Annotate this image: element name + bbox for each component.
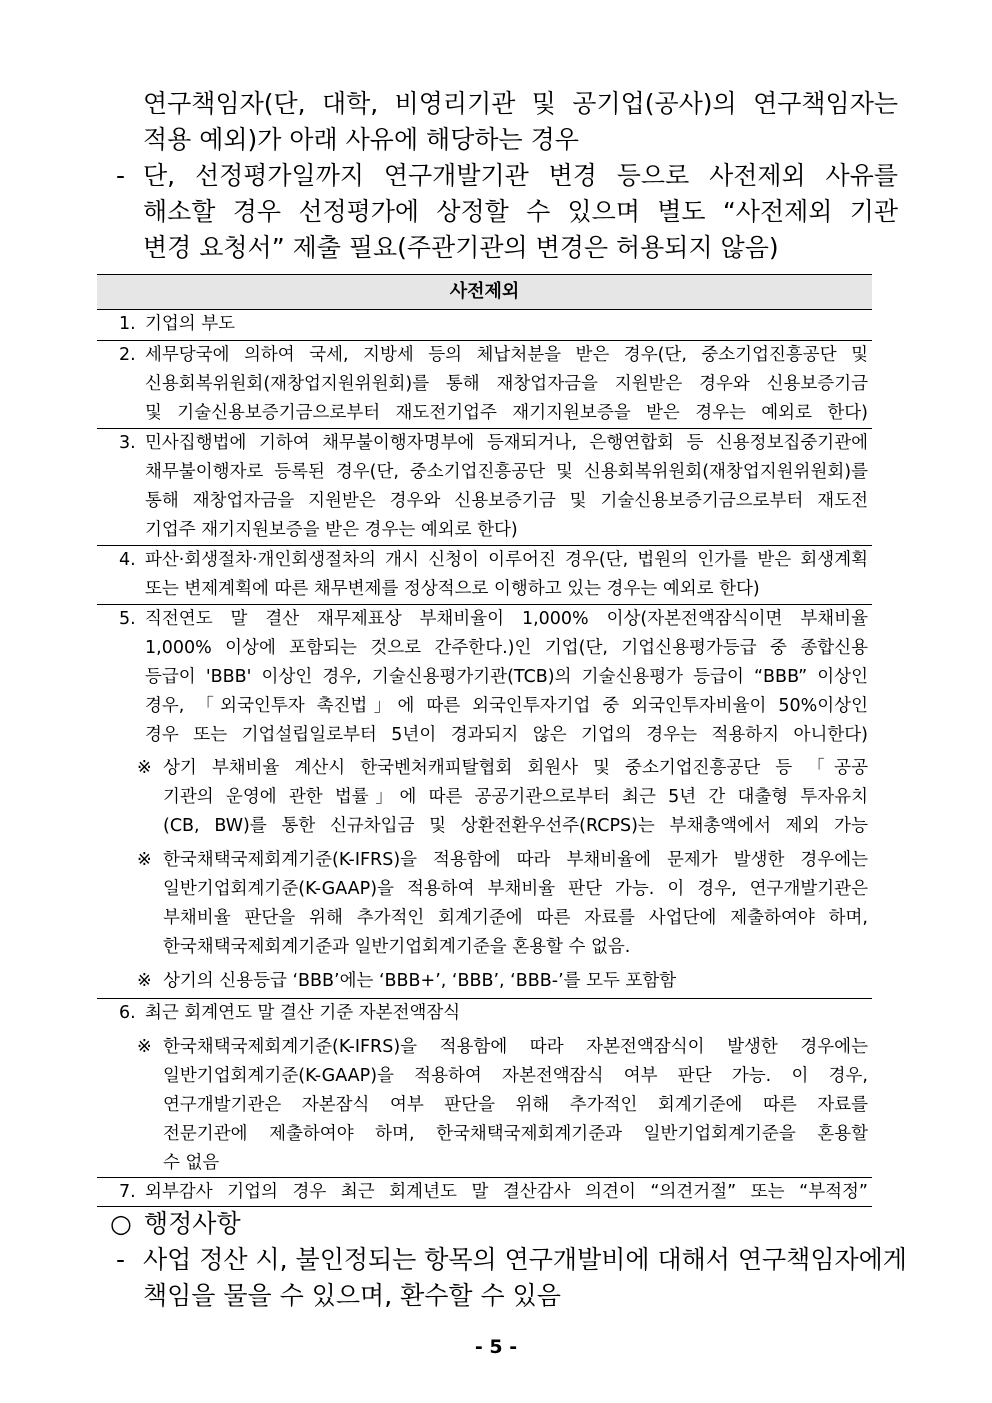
- row-text: 경우 또는 기업설립일로부터 5년이 경과되지 않은 기업의 경우는 적용하지 아니한다): [145, 725, 868, 745]
- row-text: 파산·회생절차·개인회생절차의 개시 신청이 이루어진 경우(단, 법원의 인가를 받은 회생계획: [145, 550, 868, 570]
- exception-line: 해소할 경우 선정평가에 상정할 수 있으며 별도 “사전제외 기관: [143, 197, 898, 226]
- admin-line: 사업 정산 시, 불인정되는 항목의 연구개발비에 대해서 연구책임자에게: [143, 1245, 907, 1274]
- admin-paragraph: [143, 1242, 907, 1314]
- note-text: 전문기관에 제출하여야 하며, 한국채택국제회계기준과 일반기업회계기준을 혼용할: [163, 1124, 868, 1144]
- table-row: [97, 999, 872, 1178]
- page-number: - 5 -: [474, 1336, 518, 1358]
- row-number: 7.: [119, 1182, 136, 1202]
- row-text: 경우, 「외국인투자 촉진법」에 따른 외국인투자기업 중 외국인투자비율이 50%이상인: [145, 696, 868, 716]
- note-text: 한국채택국제회계기준과 일반기업회계기준을 혼용할 수 없음.: [163, 937, 631, 957]
- note-mark: ※: [137, 850, 152, 870]
- table-row: [97, 310, 872, 341]
- note-text: 일반기업회계기준(K-GAAP)을 적용하여 자본전액잠식 여부 판단 가능. 이 경우,: [163, 1066, 868, 1086]
- note-mark: ※: [137, 758, 152, 778]
- note-text: 한국채택국제회계기준(K-IFRS)을 적용함에 따라 자본전액잠식이 발생한 경우에는: [163, 1037, 868, 1057]
- exception-line: 단, 선정평가일까지 연구개발기관 변경 등으로 사전제외 사유를: [143, 161, 898, 190]
- row-text: 및 기술신용보증기금으로부터 재도전기업주 재기지원보증을 받은 경우는 예외로 한다): [145, 403, 869, 423]
- row-text: 기업주 재기지원보증을 받은 경우는 예외로 한다): [145, 520, 518, 540]
- exception-line: 변경 요청서” 제출 필요(주관기관의 변경은 허용되지 않음): [143, 233, 779, 262]
- intro-paragraph: [143, 86, 898, 158]
- row-number: 1.: [119, 314, 136, 334]
- row-text: 세무당국에 의하여 국세, 지방세 등의 체납처분을 받은 경우(단, 중소기업진흥공단 및: [145, 345, 868, 365]
- admin-heading: [110, 1206, 241, 1242]
- table-note: [137, 846, 868, 962]
- row-text: 채무불이행자로 등록된 경우(단, 중소기업진흥공단 및 신용회복위원회(재창업지원위원회)를: [145, 462, 868, 482]
- note-text: 상기의 신용등급 ‘BBB’에는 ‘BBB+’, ‘BBB’, ‘BBB-’를 모두 포함함: [163, 971, 677, 991]
- table-row: [97, 605, 872, 999]
- table-header: 사전제외: [97, 274, 872, 310]
- row-text: 통해 재창업자금을 지원받은 경우와 신용보증기금 및 기술신용보증기금으로부터 재도전: [145, 491, 868, 511]
- note-mark: ※: [137, 971, 152, 991]
- row-text: 기업의 부도: [145, 314, 236, 334]
- row-number: 3.: [119, 433, 136, 453]
- row-text: 신용회복위원회(재창업지원위원회)를 통해 재창업자금을 지원받은 경우와 신용보증기금: [145, 374, 868, 394]
- note-text: 부채비율 판단을 위해 추가적인 회계기준에 따른 자료를 사업단에 제출하여야 하며,: [163, 908, 868, 928]
- table-note: [137, 754, 868, 841]
- row-text: 외부감사 기업의 경우 최근 회계년도 말 결산감사 의견이 “의견거절” 또는 “부적정”: [145, 1182, 868, 1202]
- table-note: [137, 967, 868, 996]
- admin-line: 책임을 물을 수 있으며, 환수할 수 있음: [143, 1281, 561, 1310]
- table-row: [97, 546, 872, 605]
- table-row: [97, 429, 872, 546]
- note-text: 기관의 운영에 관한 법률」에 따른 공공기관으로부터 최근 5년 간 대출형 투자유치: [163, 787, 868, 807]
- note-mark: ※: [137, 1037, 152, 1057]
- exception-dash: -: [116, 161, 126, 190]
- table-note: [137, 1033, 868, 1178]
- row-text: 1,000% 이상에 포함되는 것으로 간주한다.)인 기업(단, 기업신용평가등급 중 종합신용: [145, 638, 868, 658]
- admin-dash: -: [116, 1245, 126, 1274]
- row-text: 직전연도 말 결산 재무제표상 부채비율이 1,000% 이상(자본전액잠식이면 부채비율: [145, 609, 868, 629]
- row-text: 또는 변제계획에 따른 채무변제를 정상적으로 이행하고 있는 경우는 예외로 한다): [145, 579, 760, 599]
- note-text: 수 없음: [163, 1153, 220, 1173]
- admin-title: 행정사항: [144, 1209, 241, 1238]
- row-number: 4.: [119, 550, 136, 570]
- intro-line: 적용 예외)가 아래 사유에 해당하는 경우: [143, 125, 579, 154]
- exception-paragraph: [143, 158, 898, 266]
- note-text: 연구개발기관은 자본잠식 여부 판단을 위해 추가적인 회계기준에 따른 자료를: [163, 1095, 868, 1115]
- row-number: 5.: [119, 609, 136, 629]
- row-text: 최근 회계연도 말 결산 기준 자본전액잠식: [145, 1003, 461, 1023]
- row-text: 등급이 'BBB' 이상인 경우, 기술신용평가기관(TCB)의 기술신용평가 등급이 “BBB” 이상인: [145, 667, 868, 687]
- note-text: (CB, BW)를 통한 신규차입금 및 상환전환우선주(RCPS)는 부채총액에서 제외 가능: [163, 816, 868, 836]
- row-number: 2.: [119, 345, 136, 365]
- circle-bullet-icon: ○: [110, 1209, 132, 1238]
- row-text: 민사집행법에 기하여 채무불이행자명부에 등재되거나, 은행연합회 등 신용정보집중기관에: [145, 433, 868, 453]
- note-text: 한국채택국제회계기준(K-IFRS)을 적용함에 따라 부채비율에 문제가 발생한 경우에는: [163, 850, 868, 870]
- table-row: [97, 1178, 872, 1207]
- note-text: 일반기업회계기준(K-GAAP)을 적용하여 부채비율 판단 가능. 이 경우, 연구개발기관은: [163, 879, 868, 899]
- table-row: [97, 341, 872, 429]
- intro-line: 연구책임자(단, 대학, 비영리기관 및 공기업(공사)의 연구책임자는: [143, 89, 898, 118]
- row-number: 6.: [119, 1003, 136, 1023]
- pre-exclusion-table: [97, 274, 872, 1207]
- note-text: 상기 부채비율 계산시 한국벤처캐피탈협회 회원사 및 중소기업진흥공단 등 「공공: [163, 758, 868, 778]
